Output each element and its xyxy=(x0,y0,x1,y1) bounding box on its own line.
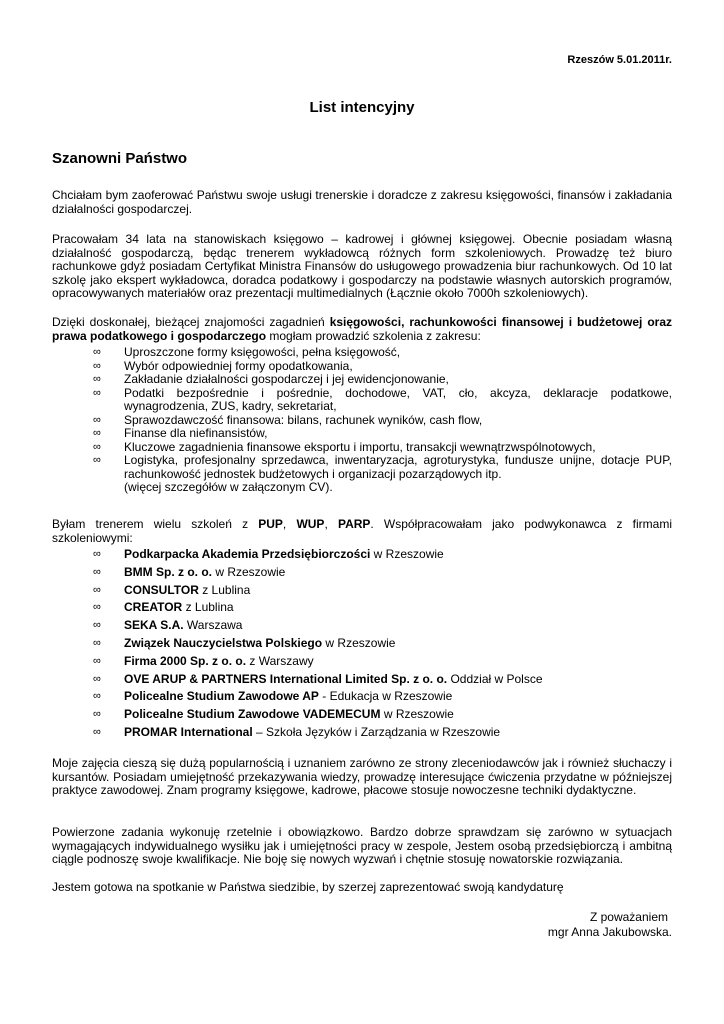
firm-location: Warszawa xyxy=(183,618,243,633)
list-item xyxy=(52,373,672,387)
list-item xyxy=(52,619,672,637)
bullet-icon: ∞ xyxy=(93,601,101,614)
bullet-icon: ∞ xyxy=(93,725,101,738)
firm-name: OVE ARUP & PARTNERS International Limited Sp. z o. o. xyxy=(124,671,448,686)
bullet-icon: ∞ xyxy=(93,583,101,596)
bullet-icon: ∞ xyxy=(93,690,101,703)
list-item xyxy=(52,566,672,584)
list-item xyxy=(52,441,672,455)
firm-location: - Edukacja w Rzeszowie xyxy=(318,689,453,704)
expertise-intro-text: Dzięki doskonałej, bieżącej znajomości zagadnień xyxy=(52,315,330,329)
trainer-outro-text: . Współpracowałam jako podwykonawca z firmami szkoleniowymi: xyxy=(52,517,673,545)
firm-name: PROMAR International xyxy=(124,724,253,739)
firm-name: Policealne Studium Zawodowe AP xyxy=(124,689,319,704)
list-item xyxy=(52,690,672,708)
firm-location: z Lublina xyxy=(198,582,251,597)
firm-name: Związek Nauczycielstwa Polskiego xyxy=(124,635,323,650)
partner-firms-list xyxy=(52,548,672,744)
signature-block xyxy=(548,910,672,940)
expertise-outro-text: mogłam prowadzić szkolenia z zakresu: xyxy=(266,328,481,343)
list-item xyxy=(52,601,672,619)
firm-name: BMM Sp. z o. o. xyxy=(124,564,212,579)
bullet-icon: ∞ xyxy=(93,386,101,399)
topic-text: Logistyka, profesjonalny sprzedawca, inwentaryzacja, agroturystyka, fundusze unijne, dotacje PUP, rachunkowość jednostek budżetowych i organizacji pozarządowych itp. xyxy=(124,453,672,481)
list-item xyxy=(52,584,672,602)
firm-location: w Rzeszowie xyxy=(212,564,286,579)
firm-location: z Warszawy xyxy=(246,653,314,668)
list-item xyxy=(52,427,672,441)
list-item xyxy=(52,360,672,374)
bullet-icon: ∞ xyxy=(93,654,101,667)
firm-name: CREATOR xyxy=(124,600,183,615)
paragraph-trainer xyxy=(52,518,672,545)
list-item xyxy=(52,346,672,360)
firm-name: Podkarpacka Akademia Przedsiębiorczości xyxy=(124,547,371,561)
paragraph-intro: Chciałam bym zaoferować Państwu swoje usługi trenerskie i doradcze z zakresu księgowości, finansów i zakładania działalności gospodarczej. xyxy=(52,188,672,216)
firm-name: Policealne Studium Zawodowe VADEMECUM xyxy=(124,707,381,722)
letter-date: Rzeszów 5.01.2011r. xyxy=(567,54,672,66)
firm-name: SEKA S.A. xyxy=(124,618,184,633)
bullet-icon: ∞ xyxy=(93,672,101,685)
bullet-icon: ∞ xyxy=(93,636,101,649)
bullet-icon: ∞ xyxy=(93,548,101,560)
firm-location: – Szkoła Języków i Zarządzania w Rzeszowie xyxy=(252,724,501,739)
topic-text: Wybór odpowiedniej formy opodatkowania, xyxy=(124,358,353,373)
bullet-icon: ∞ xyxy=(93,346,101,358)
separator-text: , xyxy=(324,517,338,531)
list-item xyxy=(52,548,672,566)
topic-text: Sprawozdawczość finansowa: bilans, rachunek wyników, cash flow, xyxy=(124,412,483,427)
list-item xyxy=(52,387,672,414)
separator-text: , xyxy=(282,517,297,531)
firm-location: w Rzeszowie xyxy=(322,635,396,650)
firm-location: Oddział w Polsce xyxy=(447,671,543,686)
bullet-icon: ∞ xyxy=(93,359,101,372)
bullet-icon: ∞ xyxy=(93,413,101,426)
closing-greeting: Z poważaniem xyxy=(589,910,668,924)
firm-name: CONSULTOR xyxy=(124,582,199,597)
bullet-icon: ∞ xyxy=(93,565,101,578)
org-wup: WUP xyxy=(296,517,325,531)
list-item xyxy=(52,637,672,655)
bullet-icon: ∞ xyxy=(93,708,101,721)
topic-text: Podatki bezpośrednie i pośrednie, dochodowe, VAT, cło, akcyza, deklaracje podatkowe, wynagrodzenia, ZUS, kadry, sekretariat, xyxy=(124,385,672,413)
org-parp: PARP xyxy=(337,517,371,531)
bullet-icon: ∞ xyxy=(93,440,101,453)
firm-location: z Lublina xyxy=(182,600,234,615)
training-topics-list xyxy=(52,346,672,495)
topics-note: (więcej szczegółów w załączonym CV). xyxy=(124,480,333,494)
firm-location: w Rzeszowie xyxy=(380,707,454,722)
firm-location: w Rzeszowie xyxy=(370,547,444,561)
paragraph-popularity: Moje zajęcia cieszą się dużą popularnością i uznaniem zarówno ze strony zleceniodawców jak i również słuchaczy i kursantów. Posiadam umiejętność przekazywania wiedzy, prowadzę interesujące ćwiczenia przydatne w późniejszej praktyce zawodowej. Znam programy księgowe, kadrowe, płacowe stosuje nowoczesne techniki dydaktyczne. xyxy=(52,756,672,797)
bullet-icon: ∞ xyxy=(93,373,101,385)
bullet-icon: ∞ xyxy=(93,619,101,632)
list-item xyxy=(52,655,672,673)
signature-name: mgr Anna Jakubowska. xyxy=(547,925,672,939)
list-item xyxy=(52,673,672,691)
topic-text: Zakładanie działalności gospodarczej i jej ewidencjonowanie, xyxy=(124,372,449,386)
paragraph-expertise xyxy=(52,316,672,343)
trainer-intro-text: Byłam trenerem wielu szkoleń z xyxy=(52,517,259,531)
list-item xyxy=(52,414,672,428)
paragraph-qualities: Powierzone zadania wykonuję rzetelnie i obowiązkowo. Bardzo dobrze sprawdzam się zarówno w sytuacjach wymagających indywidualnego wysiłku jak i umiejętności pracy w zespole, Jestem osobą przedsiębiorczą i ambitną ciągle podnoszę swoje kwalifikacje. Nie boję się nowych wyzwań i chętnie stosuję nowatorskie rozwiązania. xyxy=(52,825,672,866)
bullet-icon: ∞ xyxy=(93,427,101,439)
salutation: Szanowni Państwo xyxy=(52,150,188,167)
list-item xyxy=(52,726,672,744)
topic-text: Uproszczone formy księgowości, pełna księgowość, xyxy=(124,345,401,359)
paragraph-closing: Jestem gotowa na spotkanie w Państwa siedzibie, by szerzej zaprezentować swoją kandydaturę xyxy=(52,880,564,894)
firm-name: Firma 2000 Sp. z o. o. xyxy=(124,653,247,668)
expertise-fields: księgowości, rachunkowości finansowej i budżetowej oraz prawa podatkowego i gospodarczego xyxy=(52,315,672,343)
bullet-icon: ∞ xyxy=(93,454,101,466)
org-pup: PUP xyxy=(258,517,283,531)
topic-text: Finanse dla niefinansistów, xyxy=(124,426,268,440)
list-item xyxy=(52,708,672,726)
paragraph-experience: Pracowałam 34 lata na stanowiskach księgowo – kadrowej i głównej księgowej. Obecnie posiadam własną działalność gospodarczą, będąc trenerem wykładowcą różnych form szkoleniowych. Prowadzę też biuro rachunkowe gdyż posiadam Certyfikat Ministra Finansów do usługowego prowadzenia biur rachunkowych. Od 10 lat szkolę jako ekspert wykładowca, doradca podatkowy i gospodarczy na podstawie własnych autorskich programów, opracowywanych materiałów oraz prezentacji multimedialnych (Łącznie około 7000h szkoleniowych). xyxy=(52,232,672,300)
topic-text: Kluczowe zagadnienia finansowe eksportu i importu, transakcji wewnątrzwspólnotowych, xyxy=(124,439,596,454)
list-item xyxy=(52,454,672,495)
letter-title: List intencyjny xyxy=(309,99,415,116)
